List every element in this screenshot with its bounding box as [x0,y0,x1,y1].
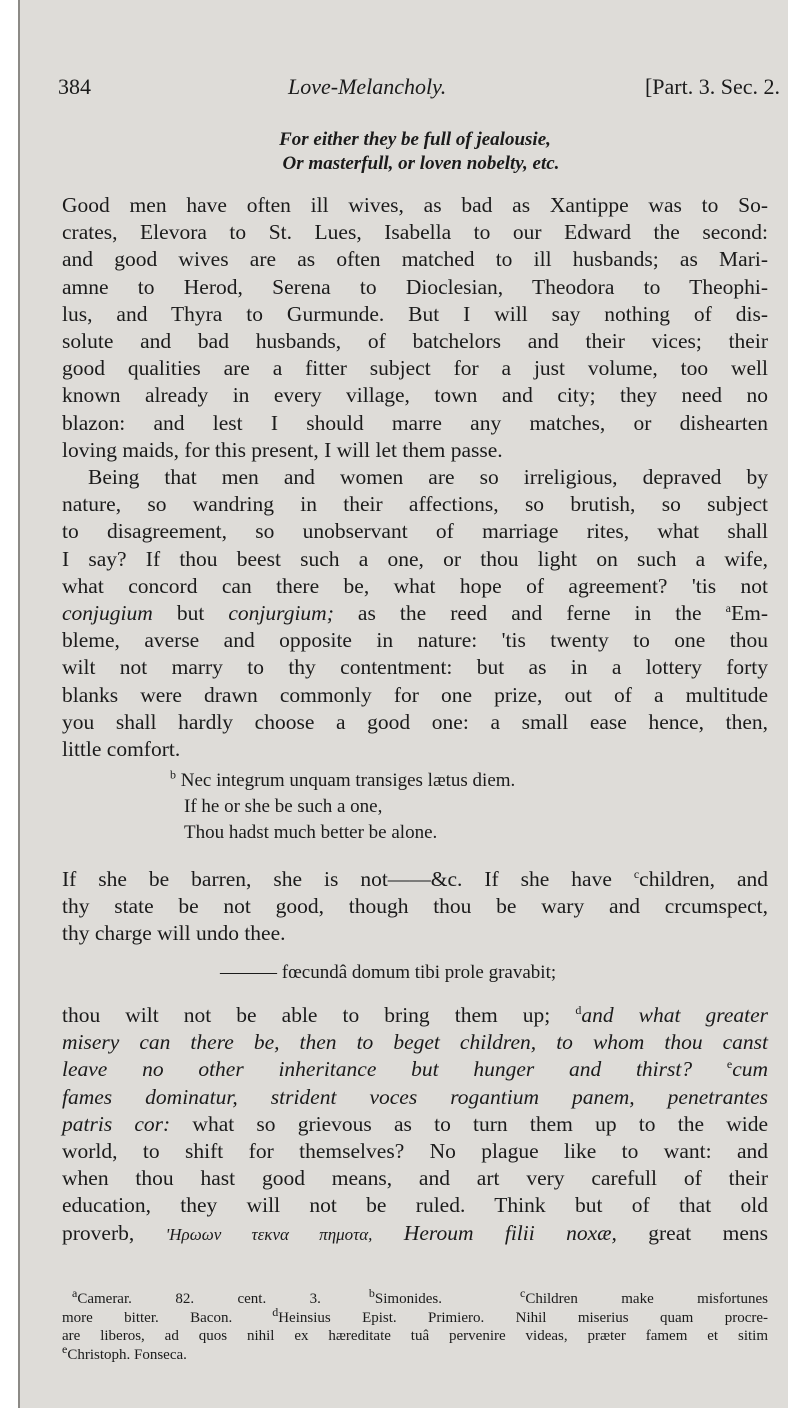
text-line [62,600,768,627]
footnote-ref: b [170,767,176,782]
text-fragment: great mens [616,1220,768,1245]
page-edge [18,0,20,1408]
footnote-ref: d [575,1002,582,1017]
text-line: thy charge will undo thee. [62,921,286,946]
text-line: crates, Elevora to St. Lues, Isabella to our Edward the second: [62,220,768,245]
text-fragment: Nec integrum unquam transiges lætus diem. [176,770,516,791]
text-line: what concord can there be, what hope of agreement? 'tis not [62,573,768,598]
text-line: blanks were drawn commonly for one prize, out of a multitude [62,682,768,707]
verse-line: If he or she be such a one, [184,796,383,817]
blackletter-verse [62,128,768,176]
text-line: when thou hast good means, and art very carefull of their [62,1166,768,1191]
paragraph-4 [62,1002,768,1248]
text-line: nature, so wandring in their affections, so brutish, so subject [62,492,768,517]
paragraph-1 [62,192,768,464]
text-line: solute and bad husbands, of batchelors and their vices; their [62,329,768,354]
text-line [62,1002,768,1029]
text-line [62,1111,768,1138]
footnote-marker: a [72,1286,78,1300]
latin-word: conjurgium; [228,601,334,626]
running-title: Love-Melancholy. [288,74,447,99]
text-line: you shall hardly choose a good one: a small ease hence, then, [62,709,768,734]
text-line [62,866,768,893]
italic-fragment: patris cor: [62,1111,171,1136]
footnote-text: Children make misfortunes [525,1291,768,1307]
paragraph-2 [62,464,768,763]
footnote-text: Camerar. 82. cent. 3. [77,1291,321,1307]
running-head [58,74,780,110]
footnote-line [62,1286,768,1309]
footnote-line [62,1304,769,1328]
text-line: fames dominatur, strident voces rogantium panem, penetrantes [62,1084,768,1109]
text-line: I say? If thou beest such a one, or thou light on such a wife, [62,546,768,571]
italic-fragment: and what greater [581,1003,768,1027]
footnote-a [62,1286,321,1307]
footnote-text: Simonides. [374,1291,442,1307]
verse-line [170,768,768,794]
footnote-marker: e [62,1341,68,1356]
footnote-marker: d [272,1304,279,1319]
greek-proverb: 'Ηρωων τεκνα πημοτα, [165,1224,373,1244]
text-line: bleme, averse and opposite in nature: 'tis twenty to one thou [62,628,768,653]
footnote-text: more bitter. Bacon. [62,1309,233,1326]
verse-line: For either they be full of jealousie, [279,129,551,150]
footnote-marker: b [368,1286,375,1300]
italic-fragment: leave no other inheritance but hunger and thirst? [62,1057,693,1082]
footnote-text: Christoph. Fonseca. [67,1346,187,1363]
text-line: blazon: and lest I should marre any matches, or dishearten [62,410,768,435]
text-fragment: If she be barren, she is not——&c. If she have [62,867,634,891]
page-number: 384 [58,74,91,99]
footnote-line: are liberos, ad quos nihil ex hæreditate tuâ pervenire videas, præter famem et sitim [62,1328,768,1344]
footnote-ref: a [725,600,731,615]
text-fragment: but [152,601,229,626]
text-line: loving maids, for this present, I will let them passe. [62,437,503,462]
text-line: Good men have often ill wives, as bad as Xantippe was to So- [62,193,768,217]
verse-line: Or masterfull, or loven nobelty, etc. [282,153,560,174]
text-line: world, to shift for themselves? No plague like to want: and [62,1139,768,1164]
text-line: wilt not marry to thy contentment: but as in a lottery forty [62,655,768,680]
footnote-c [520,1286,768,1307]
part-section-label: [Part. 3. Sec. 2. [644,74,780,99]
footnotes [62,1286,769,1364]
text-line [62,1220,768,1248]
latin-word: conjugium [62,601,153,626]
text-fragment: what so grievous as to turn them up to the wide [170,1111,769,1136]
italic-fragment: cum [732,1057,769,1082]
footnote-marker: c [520,1286,526,1300]
footnote-b [368,1286,442,1307]
footnote-ref: e [726,1057,733,1072]
text-fragment: as the reed and ferne in the [333,601,726,626]
text-fragment: proverb, [62,1220,166,1245]
book-page [18,0,788,1408]
latin-verse-line [62,960,768,986]
verse-line: ——— fœcundâ domum tibi prole gravabit; [220,962,557,983]
text-line: little comfort. [62,737,181,762]
text-line: thy state be not good, though thou be wary and crcumspect, [62,894,768,919]
footnote-text: Heinsius Epist. Primiero. Nihil miserius quam procre- [278,1309,769,1326]
text-line: known already in every village, town and city; they need no [62,383,768,408]
text-fragment: children, and [639,867,768,891]
latin-verse [62,768,768,846]
paragraph-3 [62,866,768,948]
footnote-ref: c [633,866,640,881]
text-line: good qualities are a fitter subject for a just volume, too well [62,356,768,381]
text-line: lus, and Thyra to Gurmunde. But I will say nothing of dis- [62,301,768,326]
text-fragment: Em- [730,601,768,626]
text-line: amne to Herod, Serena to Dioclesian, Theodora to Theophi- [62,274,768,299]
text-line [62,1056,768,1083]
text-line: education, they will not be ruled. Think but of that old [62,1193,768,1218]
footnote-line [62,1341,768,1365]
text-line: misery can there be, then to beget children, to whom thou canst [62,1030,768,1055]
verse-line: Thou hadst much better be alone. [184,822,438,843]
text-line: Being that men and women are so irreligious, depraved by [88,465,768,489]
text-line: to disagreement, so unobservant of marriage rites, what shall [62,519,768,544]
text-fragment: thou wilt not be able to bring them up; [62,1003,576,1027]
italic-fragment: Heroum filii noxæ, [372,1220,617,1245]
text-line: and good wives are as often matched to ill husbands; as Mari- [62,247,768,272]
